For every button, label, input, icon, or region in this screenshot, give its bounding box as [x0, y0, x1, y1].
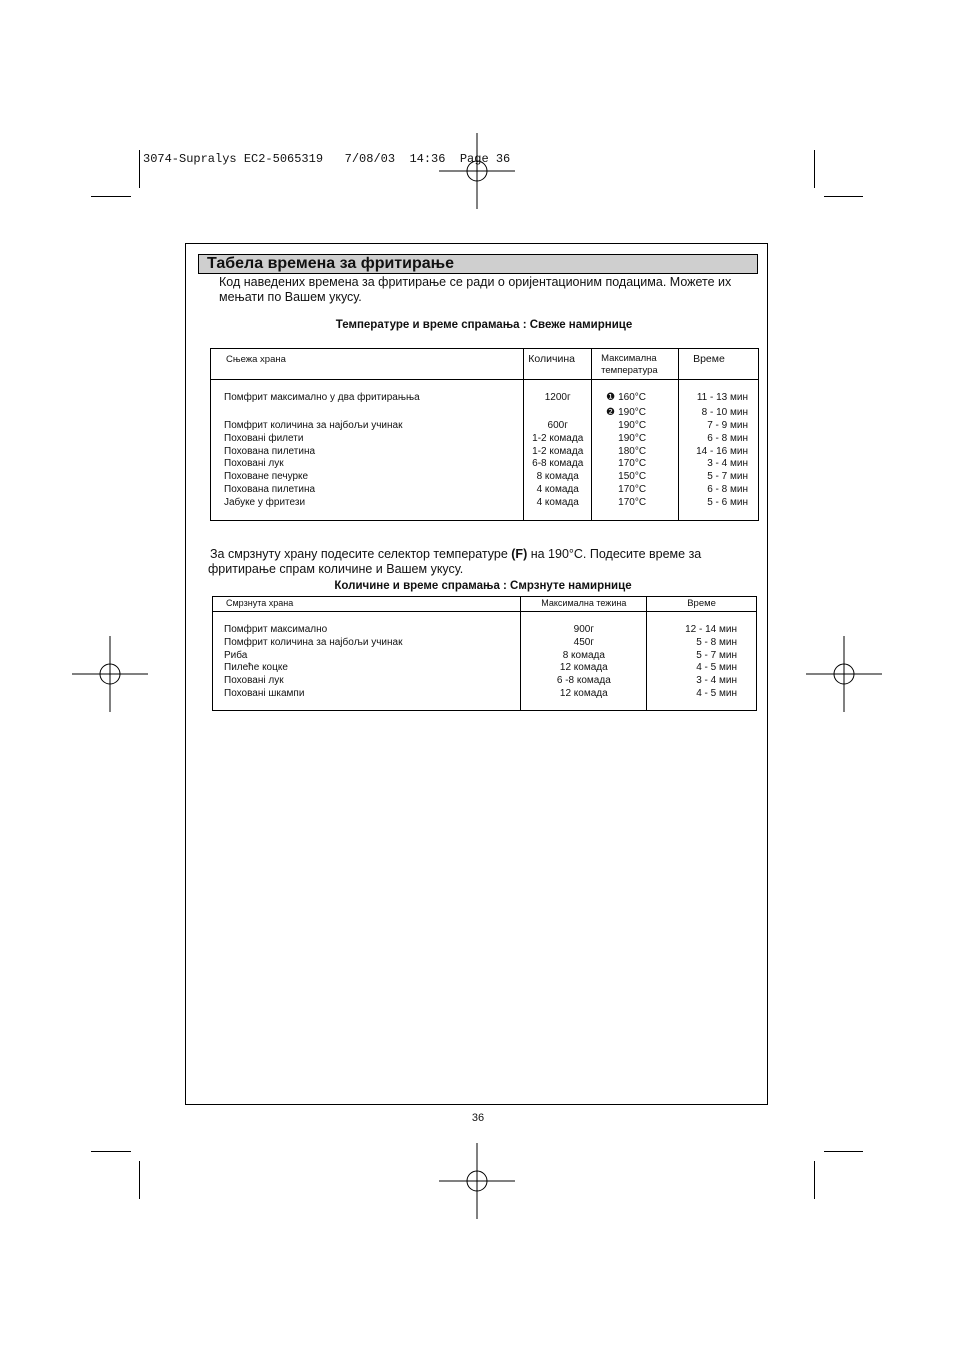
food-cell: Помфрит количина за најбољи учинак: [224, 420, 403, 431]
frozen-intro-after: на 190°C. Подесите време за фритирање спрам количине и Вашем укусу.: [208, 547, 702, 576]
weight-cell: 6 -8 комада: [556, 675, 611, 687]
crop-mark: [91, 1151, 131, 1152]
weight-cell: 12 комада: [559, 687, 608, 699]
food-cell: Јабуке у фритези: [224, 496, 306, 508]
header-max-weight: Максимална тежина: [521, 597, 647, 612]
food-cell: Помфрит максимално у два фритирањња: [224, 392, 420, 403]
food-cell: Поховане печурке: [224, 471, 309, 483]
intro-text: Код наведених времена за фритирање се ради о оријентационим подацима. Можете их мењати по Вашем укусу.: [219, 275, 732, 304]
page-title: Табела времена за фритирање: [198, 254, 758, 274]
food-cell: Похованi филети: [224, 432, 304, 444]
temperature-cell: [606, 497, 678, 510]
quantity-cell: 4 комада: [536, 483, 579, 495]
registration-mark-icon: [72, 636, 148, 712]
crop-mark: [824, 1151, 863, 1152]
weight-cell: 8 комада: [562, 649, 605, 661]
registration-mark-icon: [806, 636, 882, 712]
frozen-food-cell: Риба: [224, 649, 248, 661]
time-cell: 7 - 9 мин: [707, 420, 748, 431]
temperature-value: 180°C: [618, 445, 647, 457]
frozen-food-cell: Пилеће коцке: [224, 662, 288, 674]
frozen-time-cell: 4 - 5 мин: [696, 662, 737, 674]
temperature-cell: [606, 392, 678, 407]
temperature-cell: [606, 433, 678, 446]
crop-mark: [824, 196, 863, 197]
weight-cell: 900г: [573, 624, 594, 635]
food-cell: Похована пилетина: [224, 483, 316, 495]
print-header: 3074-Supralys EC2-5065319 7/08/03 14:36 Page 36: [143, 152, 511, 166]
food-cell: Похованi лук: [224, 458, 284, 470]
crop-mark: [91, 196, 131, 197]
temperature-value: 160°C: [618, 392, 647, 403]
crop-mark: [814, 150, 815, 188]
page-number: 36: [471, 1112, 485, 1124]
crop-mark: [139, 150, 140, 188]
quantity-cell: 8 комада: [536, 471, 579, 483]
time-cell: 11 - 13 мин: [696, 392, 748, 403]
crop-mark: [814, 1161, 815, 1199]
frozen-intro-before: За смрзнуту храну подесите селектор температуре: [210, 547, 512, 561]
header-frozen-food: Смрзнута храна: [213, 597, 521, 612]
temperature-cell: [606, 484, 678, 497]
time-cell: 8 - 10 мин: [701, 407, 748, 418]
food-cell: [224, 407, 523, 420]
temperature-value: 170°C: [618, 496, 647, 508]
header-time: Време: [679, 349, 759, 380]
frozen-table-subtitle: Количине и време спрамања : Смрзнуте намирнице: [334, 580, 632, 592]
frozen-time-cell: 5 - 7 мин: [696, 649, 737, 661]
quantity-cell: 4 комада: [536, 496, 579, 508]
frozen-food-cell: Похованi шкампи: [224, 687, 305, 699]
quantity-cell: 1200г: [544, 392, 571, 403]
frozen-time-cell: 3 - 4 мин: [696, 675, 737, 687]
quantity-cell: 1-2 комада: [532, 445, 584, 457]
frozen-selector-label: (F): [511, 547, 528, 561]
quantity-cell: [524, 407, 591, 420]
frozen-food-cell: Помфрит количина за најбољи учинак: [224, 636, 403, 648]
temperature-cell: [606, 407, 678, 420]
temperature-value: 190°C: [618, 407, 647, 418]
frozen-time-cell: 12 - 14 мин: [685, 624, 737, 635]
temperature-cell: [606, 420, 678, 433]
header-quantity: Количина: [524, 349, 592, 380]
crop-mark: [139, 1161, 140, 1199]
time-cell: 3 - 4 мин: [707, 458, 748, 470]
quantity-cell: 1-2 комада: [532, 432, 584, 444]
temperature-cell: [606, 446, 678, 459]
frozen-food-cell: Помфрит максимално: [224, 624, 328, 635]
temperature-value: 190°C: [618, 420, 647, 431]
header-frozen-time: Време: [647, 597, 757, 612]
frozen-food-cell: Похованi лук: [224, 675, 284, 687]
frozen-intro-text: [208, 547, 758, 577]
temperature-value: 190°C: [618, 432, 647, 444]
header-temperature: Максимална температура: [592, 349, 679, 380]
temperature-value: 150°C: [618, 471, 647, 483]
weight-cell: 12 комада: [559, 662, 608, 674]
temperature-cell: [606, 458, 678, 471]
time-cell: 5 - 7 мин: [707, 471, 748, 483]
quantity-cell: 600г: [547, 420, 568, 431]
frozen-time-cell: 4 - 5 мин: [696, 687, 737, 699]
frozen-food-table: [212, 596, 757, 711]
weight-cell: 450г: [573, 636, 594, 648]
time-cell: 6 - 8 мин: [707, 432, 748, 444]
time-cell: 6 - 8 мин: [707, 483, 748, 495]
temperature-cell: [606, 471, 678, 484]
frozen-time-cell: 5 - 8 мин: [696, 636, 737, 648]
fresh-table-subtitle: Температуре и време спрамања : Свеже намирнице: [335, 319, 633, 331]
temperature-value: 170°C: [618, 458, 647, 470]
food-cell: Похована пилетина: [224, 445, 316, 457]
time-cell: 5 - 6 мин: [707, 496, 748, 508]
header-food: Сњежа храна: [211, 349, 524, 380]
quantity-cell: 6-8 комада: [532, 458, 584, 470]
circled-number-icon: ❷: [606, 407, 616, 418]
time-cell: 14 - 16 мин: [696, 445, 748, 457]
registration-mark-icon: [439, 1143, 515, 1219]
circled-number-icon: ❶: [606, 392, 616, 403]
registration-mark-icon: [439, 133, 515, 209]
temperature-value: 170°C: [618, 483, 647, 495]
fresh-food-table: [210, 348, 759, 521]
